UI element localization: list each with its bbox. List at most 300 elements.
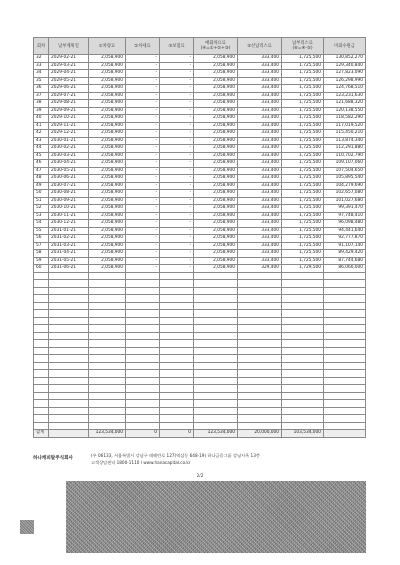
table-cell: 115,450,210 — [324, 130, 366, 138]
table-cell: 2030-10-21 — [49, 205, 89, 213]
table-cell: 2031-01-21 — [49, 227, 89, 235]
table-cell: 2030-06-21 — [49, 175, 89, 183]
total-cell: 123,534,000 — [89, 430, 126, 438]
table-cell — [238, 407, 282, 415]
table-cell: 2,058,900 — [194, 242, 238, 250]
table-cell — [89, 302, 126, 310]
table-cell — [324, 317, 366, 325]
header-cell: 매회차요료 (④=①+②+③) — [194, 38, 238, 55]
table-cell: 121,688,320 — [324, 100, 366, 108]
table-cell: 2,058,900 — [194, 70, 238, 78]
table-cell: 109,107,060 — [324, 160, 366, 168]
table-cell: - — [126, 257, 160, 265]
table-cell: 2029-12-21 — [49, 130, 89, 138]
table-cell — [160, 407, 194, 415]
table-cell — [160, 377, 194, 385]
table-cell — [89, 340, 126, 348]
page-number: 2/2 — [196, 473, 204, 478]
table-cell — [324, 377, 366, 385]
table-cell: 2029-10-21 — [49, 115, 89, 123]
table-cell: 1,725,500 — [282, 250, 324, 258]
table-cell — [282, 295, 324, 303]
table-cell: 43 — [34, 137, 49, 145]
table-cell: 1,725,500 — [282, 122, 324, 130]
table-cell: - — [160, 175, 194, 183]
table-cell: - — [160, 145, 194, 153]
total-cell: 합계 — [34, 430, 49, 438]
table-cell — [324, 422, 366, 430]
table-cell — [89, 377, 126, 385]
table-cell — [126, 362, 160, 370]
table-cell — [282, 392, 324, 400]
table-cell: 2,058,900 — [194, 92, 238, 100]
table-cell — [160, 272, 194, 280]
table-cell: 2,058,900 — [194, 265, 238, 273]
table-cell: - — [160, 205, 194, 213]
table-cell: 40 — [34, 115, 49, 123]
table-cell — [89, 355, 126, 363]
table-cell: 117,019,520 — [324, 122, 366, 130]
table-cell — [282, 310, 324, 318]
table-cell: 2030-12-21 — [49, 220, 89, 228]
table-cell — [282, 422, 324, 430]
total-cell: 123,534,000 — [194, 430, 238, 438]
table-cell — [194, 340, 238, 348]
table-cell: - — [126, 242, 160, 250]
table-row — [34, 265, 366, 273]
table-cell — [89, 272, 126, 280]
table-cell: 42 — [34, 130, 49, 138]
total-cell: 0 — [126, 430, 160, 438]
table-cell — [126, 415, 160, 423]
table-cell — [126, 392, 160, 400]
table-cell — [160, 302, 194, 310]
table-cell — [324, 302, 366, 310]
table-cell — [324, 332, 366, 340]
table-cell — [194, 302, 238, 310]
table-cell: 333,400 — [238, 145, 282, 153]
table-cell: 59 — [34, 257, 49, 265]
empty-table-row — [34, 400, 366, 408]
table-cell: 2,058,900 — [89, 160, 126, 168]
table-cell: 333,400 — [238, 250, 282, 258]
table-cell: 120,138,550 — [324, 107, 366, 115]
table-cell: 1,725,500 — [282, 167, 324, 175]
table-cell: - — [160, 55, 194, 63]
table-cell — [282, 377, 324, 385]
table-cell — [89, 370, 126, 378]
table-cell — [282, 325, 324, 333]
table-cell — [282, 347, 324, 355]
table-cell: 2030-11-21 — [49, 212, 89, 220]
table-cell — [89, 415, 126, 423]
table-cell: 2,058,900 — [89, 70, 126, 78]
table-cell: 2030-08-21 — [49, 190, 89, 198]
table-cell — [126, 272, 160, 280]
table-cell: - — [160, 115, 194, 123]
table-cell — [126, 295, 160, 303]
table-cell: 2,058,900 — [89, 77, 126, 85]
table-cell: 2,058,900 — [194, 205, 238, 213]
table-cell — [49, 370, 89, 378]
table-row — [34, 122, 366, 130]
table-row — [34, 92, 366, 100]
table-cell: - — [126, 70, 160, 78]
table-cell: 1,725,500 — [282, 115, 324, 123]
table-row — [34, 227, 366, 235]
table-cell — [49, 385, 89, 393]
table-cell: 107,504,650 — [324, 167, 366, 175]
table-row — [34, 55, 366, 63]
table-row — [34, 197, 366, 205]
lease-payment-schedule-table — [33, 37, 366, 438]
empty-table-row — [34, 415, 366, 423]
table-cell: 2,058,900 — [194, 107, 238, 115]
table-row — [34, 85, 366, 93]
table-cell: - — [160, 85, 194, 93]
table-cell: - — [160, 212, 194, 220]
table-cell — [324, 370, 366, 378]
table-cell: 50 — [34, 190, 49, 198]
table-row — [34, 167, 366, 175]
total-cell: 0 — [160, 430, 194, 438]
table-cell: 2,058,900 — [89, 92, 126, 100]
table-cell — [89, 287, 126, 295]
table-cell — [49, 355, 89, 363]
table-cell: 2,058,900 — [89, 62, 126, 70]
table-cell: - — [160, 182, 194, 190]
table-cell: 2031-05-21 — [49, 257, 89, 265]
table-cell — [160, 400, 194, 408]
table-cell — [282, 407, 324, 415]
table-cell: 102,657,080 — [324, 190, 366, 198]
table-cell: 2029-02-21 — [49, 55, 89, 63]
total-cell — [324, 430, 366, 438]
table-cell — [324, 392, 366, 400]
table-cell: 1,725,500 — [282, 205, 324, 213]
table-cell: - — [160, 250, 194, 258]
table-cell: - — [160, 160, 194, 168]
table-cell: 333,400 — [238, 197, 282, 205]
table-cell — [49, 415, 89, 423]
table-row — [34, 242, 366, 250]
table-cell: 2,058,900 — [89, 130, 126, 138]
table-cell — [49, 302, 89, 310]
table-cell — [49, 377, 89, 385]
table-cell — [49, 325, 89, 333]
table-cell — [34, 347, 49, 355]
table-row — [34, 100, 366, 108]
empty-table-row — [34, 325, 366, 333]
header-cell: 미회수원금 — [324, 38, 366, 55]
table-cell: 1,725,500 — [282, 62, 324, 70]
table-cell: 333,400 — [238, 190, 282, 198]
table-cell: 333,400 — [238, 212, 282, 220]
empty-table-row — [34, 422, 366, 430]
table-cell — [324, 325, 366, 333]
table-cell: 1,725,500 — [282, 227, 324, 235]
table-cell: 2031-03-21 — [49, 242, 89, 250]
table-cell — [49, 422, 89, 430]
table-cell: 333,400 — [238, 92, 282, 100]
empty-table-row — [34, 377, 366, 385]
table-cell: 89,429,420 — [324, 250, 366, 258]
table-cell: 1,725,500 — [282, 77, 324, 85]
table-cell — [126, 287, 160, 295]
table-cell: 52 — [34, 205, 49, 213]
table-cell — [324, 385, 366, 393]
table-cell: 48 — [34, 175, 49, 183]
table-cell: 2,058,900 — [194, 62, 238, 70]
header-cell: 회차 — [34, 38, 49, 55]
table-cell — [282, 332, 324, 340]
table-cell: 55 — [34, 227, 49, 235]
table-cell — [34, 310, 49, 318]
table-cell: 101,027,680 — [324, 197, 366, 205]
table-cell: 1,725,500 — [282, 197, 324, 205]
table-cell: 333,400 — [238, 160, 282, 168]
table-row — [34, 235, 366, 243]
table-cell — [49, 295, 89, 303]
table-cell: 2,058,900 — [89, 227, 126, 235]
table-cell — [160, 310, 194, 318]
table-row — [34, 70, 366, 78]
table-cell: 2030-02-21 — [49, 145, 89, 153]
table-cell: - — [160, 152, 194, 160]
table-row — [34, 250, 366, 258]
table-cell: - — [126, 77, 160, 85]
table-cell: 1,725,500 — [282, 100, 324, 108]
table-cell: 105,895,540 — [324, 175, 366, 183]
table-cell — [160, 317, 194, 325]
empty-table-row — [34, 392, 366, 400]
table-cell: 2,058,900 — [89, 265, 126, 273]
table-cell — [34, 302, 49, 310]
table-cell: 2031-04-21 — [49, 250, 89, 258]
table-cell — [49, 287, 89, 295]
table-cell — [194, 370, 238, 378]
table-cell: 333,400 — [238, 55, 282, 63]
table-cell — [49, 272, 89, 280]
table-cell — [324, 400, 366, 408]
table-cell: - — [160, 100, 194, 108]
table-cell: 1,725,500 — [282, 190, 324, 198]
table-cell: - — [126, 122, 160, 130]
table-cell — [194, 415, 238, 423]
empty-table-row — [34, 355, 366, 363]
table-cell: 1,725,500 — [282, 212, 324, 220]
table-cell: 333,400 — [238, 62, 282, 70]
header-cell: ⑤선납리스료 — [238, 38, 282, 55]
table-cell: 2,058,900 — [194, 257, 238, 265]
table-cell — [49, 407, 89, 415]
table-cell — [194, 362, 238, 370]
table-cell — [324, 415, 366, 423]
table-cell — [49, 310, 89, 318]
table-cell — [194, 287, 238, 295]
table-cell: 46 — [34, 160, 49, 168]
table-cell — [89, 407, 126, 415]
table-cell — [194, 317, 238, 325]
table-cell: - — [160, 77, 194, 85]
total-cell: 103,534,000 — [282, 430, 324, 438]
table-cell — [126, 370, 160, 378]
table-cell — [324, 362, 366, 370]
table-cell — [282, 317, 324, 325]
table-cell: 333,400 — [238, 220, 282, 228]
table-cell: 2,058,900 — [89, 190, 126, 198]
table-cell — [126, 355, 160, 363]
table-cell — [160, 347, 194, 355]
table-cell — [238, 392, 282, 400]
table-cell — [194, 295, 238, 303]
table-cell: 2030-09-21 — [49, 197, 89, 205]
table-cell — [160, 325, 194, 333]
table-cell — [282, 362, 324, 370]
table-cell: 2,058,900 — [194, 190, 238, 198]
company-contact: 고객상담센터 1800-1110 l www.hanacapital.co.kr — [91, 460, 191, 465]
table-cell: - — [126, 137, 160, 145]
table-cell: 333,400 — [238, 235, 282, 243]
table-cell: 2,058,900 — [89, 152, 126, 160]
table-cell: 1,725,500 — [282, 220, 324, 228]
table-cell — [160, 362, 194, 370]
table-cell — [34, 340, 49, 348]
table-cell — [89, 332, 126, 340]
table-cell — [160, 295, 194, 303]
table-cell — [238, 422, 282, 430]
table-row — [34, 107, 366, 115]
table-cell: 37 — [34, 92, 49, 100]
header-cell: 납부리스료 (⑥=④-⑤) — [282, 38, 324, 55]
empty-table-row — [34, 385, 366, 393]
table-cell — [282, 370, 324, 378]
table-cell: - — [126, 265, 160, 273]
table-cell: 2,058,900 — [194, 100, 238, 108]
table-cell — [34, 370, 49, 378]
table-cell: 2030-01-21 — [49, 137, 89, 145]
table-cell — [49, 280, 89, 288]
table-cell: 2029-08-21 — [49, 100, 89, 108]
table-cell: 1,725,500 — [282, 182, 324, 190]
table-cell — [34, 400, 49, 408]
table-cell — [126, 407, 160, 415]
header-cell: ③보험료 — [160, 38, 194, 55]
empty-table-row — [34, 272, 366, 280]
header-cell: ②차세료 — [126, 38, 160, 55]
table-cell: 94,441,640 — [324, 227, 366, 235]
table-cell: 2,058,900 — [194, 227, 238, 235]
table-cell — [282, 355, 324, 363]
table-row — [34, 190, 366, 198]
table-cell: 87,744,680 — [324, 257, 366, 265]
table-cell: 2,058,900 — [89, 197, 126, 205]
table-cell — [324, 310, 366, 318]
table-cell: 2,058,900 — [194, 115, 238, 123]
table-cell: 1,725,500 — [282, 257, 324, 265]
document-footer — [33, 452, 365, 468]
table-cell: 2,058,900 — [194, 152, 238, 160]
table-cell: 2029-03-21 — [49, 62, 89, 70]
table-cell: 2,058,900 — [89, 182, 126, 190]
table-cell: 2,058,900 — [194, 175, 238, 183]
table-cell: 2029-04-21 — [49, 70, 89, 78]
table-cell: - — [126, 85, 160, 93]
table-cell: 47 — [34, 167, 49, 175]
table-cell: 333,400 — [238, 242, 282, 250]
table-cell — [34, 355, 49, 363]
table-cell: 57 — [34, 242, 49, 250]
table-cell: 333,400 — [238, 107, 282, 115]
table-cell — [282, 340, 324, 348]
table-cell: 333,400 — [238, 115, 282, 123]
table-cell — [324, 272, 366, 280]
empty-table-row — [34, 370, 366, 378]
table-cell — [49, 340, 89, 348]
table-cell — [160, 385, 194, 393]
table-cell — [282, 302, 324, 310]
table-cell — [282, 400, 324, 408]
table-cell: 2031-02-21 — [49, 235, 89, 243]
table-cell: - — [160, 122, 194, 130]
table-cell: - — [126, 92, 160, 100]
table-cell — [34, 272, 49, 280]
table-cell: 333,400 — [238, 100, 282, 108]
total-cell — [49, 430, 89, 438]
table-cell: - — [160, 167, 194, 175]
table-cell: - — [126, 167, 160, 175]
table-cell: 2,058,900 — [89, 115, 126, 123]
table-cell: 51 — [34, 197, 49, 205]
table-cell — [238, 415, 282, 423]
table-cell: 2,058,900 — [194, 167, 238, 175]
table-cell — [89, 347, 126, 355]
table-cell — [238, 325, 282, 333]
table-row — [34, 130, 366, 138]
table-cell — [324, 280, 366, 288]
table-cell: - — [126, 190, 160, 198]
table-cell: - — [160, 265, 194, 273]
table-cell — [34, 332, 49, 340]
empty-table-row — [34, 287, 366, 295]
table-cell: 110,702,790 — [324, 152, 366, 160]
table-cell: 53 — [34, 212, 49, 220]
table-cell — [89, 392, 126, 400]
table-cell: 333,400 — [238, 70, 282, 78]
table-cell: 118,582,290 — [324, 115, 366, 123]
table-cell: 2029-11-21 — [49, 122, 89, 130]
table-cell — [282, 272, 324, 280]
table-cell: 113,874,340 — [324, 137, 366, 145]
table-cell — [89, 422, 126, 430]
table-cell: 2,058,900 — [194, 55, 238, 63]
table-cell: 1,725,500 — [282, 137, 324, 145]
table-cell — [194, 377, 238, 385]
table-cell: 2030-07-21 — [49, 182, 89, 190]
table-cell: - — [126, 197, 160, 205]
table-cell: 2,058,900 — [194, 250, 238, 258]
table-cell: 34 — [34, 70, 49, 78]
table-cell — [282, 415, 324, 423]
table-cell: 2,058,900 — [194, 182, 238, 190]
table-cell: - — [126, 107, 160, 115]
table-cell — [126, 400, 160, 408]
company-address-block — [91, 452, 260, 466]
table-cell — [126, 325, 160, 333]
table-cell — [34, 317, 49, 325]
table-cell — [34, 377, 49, 385]
table-cell: 54 — [34, 220, 49, 228]
